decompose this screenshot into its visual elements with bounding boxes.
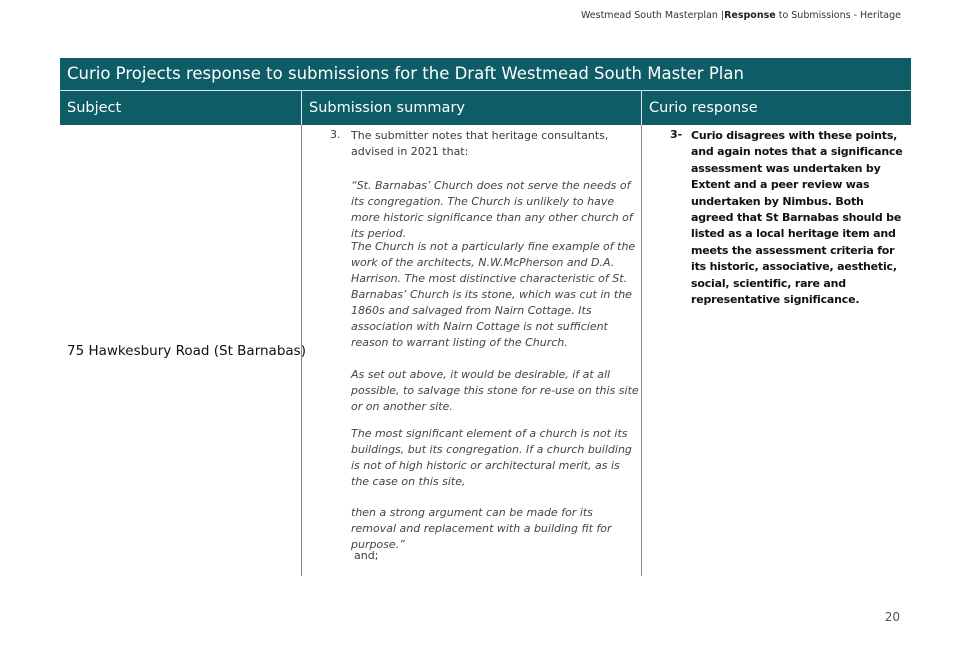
subject-text: 75 Hawkesbury Road (St Barnabas): [67, 342, 306, 359]
summary-quote-paragraph: “St. Barnabas’ Church does not serve the needs of its congregation. The Church is unlikely to have more historic significance than any other church of its period.: [351, 179, 633, 240]
table-column-headers: [60, 91, 911, 125]
column-header-subject: Subject: [67, 100, 122, 116]
summary-quote-paragraph: then a strong argument can be made for its removal and replacement with a building fit for purpose.”: [351, 506, 612, 551]
response-item-number: 3-: [670, 128, 683, 141]
subject-cell: [60, 125, 306, 576]
submission-summary-cell: [301, 125, 641, 576]
summary-item-number: 3.: [330, 128, 341, 141]
curio-response-cell: [641, 125, 911, 576]
response-text: Curio disagrees with these points, and again notes that a significance assessment was undertaken by Extent and a peer review was undertaken by Nimbus. Both agreed that St Barnabas should be listed as a local heritage item and meets the assessment criteria for its historic, associative, aesthetic, social, scientific, rare and representative significance.: [691, 129, 903, 307]
running-header-suffix: to Submissions - Heritage: [775, 10, 901, 21]
summary-quote-paragraph: The most significant element of a church is not its buildings, but its congregation. If a church building is not of high historic or architectural merit, as is the case on this site,: [351, 427, 632, 488]
summary-lead-text: The submitter notes that heritage consultants, advised in 2021 that:: [351, 129, 609, 158]
column-header-submission-summary: Submission summary: [301, 91, 641, 125]
column-header-curio-response: Curio response: [641, 91, 911, 125]
summary-quote-paragraph: As set out above, it would be desirable, if at all possible, to salvage this stone for re-use on this site or on another site.: [351, 368, 639, 413]
running-header-bold: Response: [724, 10, 776, 21]
page-number: 20: [884, 610, 900, 624]
running-header: [581, 10, 901, 21]
response-table: [60, 58, 911, 576]
table-row: [60, 125, 911, 576]
summary-quote-paragraph: The Church is not a particularly fine example of the work of the architects, N.W.McPherson and D.A. Harrison. The most distinctive characteristic of St. Barnabas’ Church is its stone, which was cut in the 1860s and salvaged from Nairn Cottage. Its association with Nairn Cottage is not sufficient reason to warrant listing of the Church.: [351, 240, 636, 349]
running-header-prefix: Westmead South Masterplan |: [580, 10, 725, 21]
table-title: Curio Projects response to submissions for the Draft Westmead South Master Plan: [60, 58, 911, 91]
summary-tail-text: and;: [354, 549, 379, 562]
